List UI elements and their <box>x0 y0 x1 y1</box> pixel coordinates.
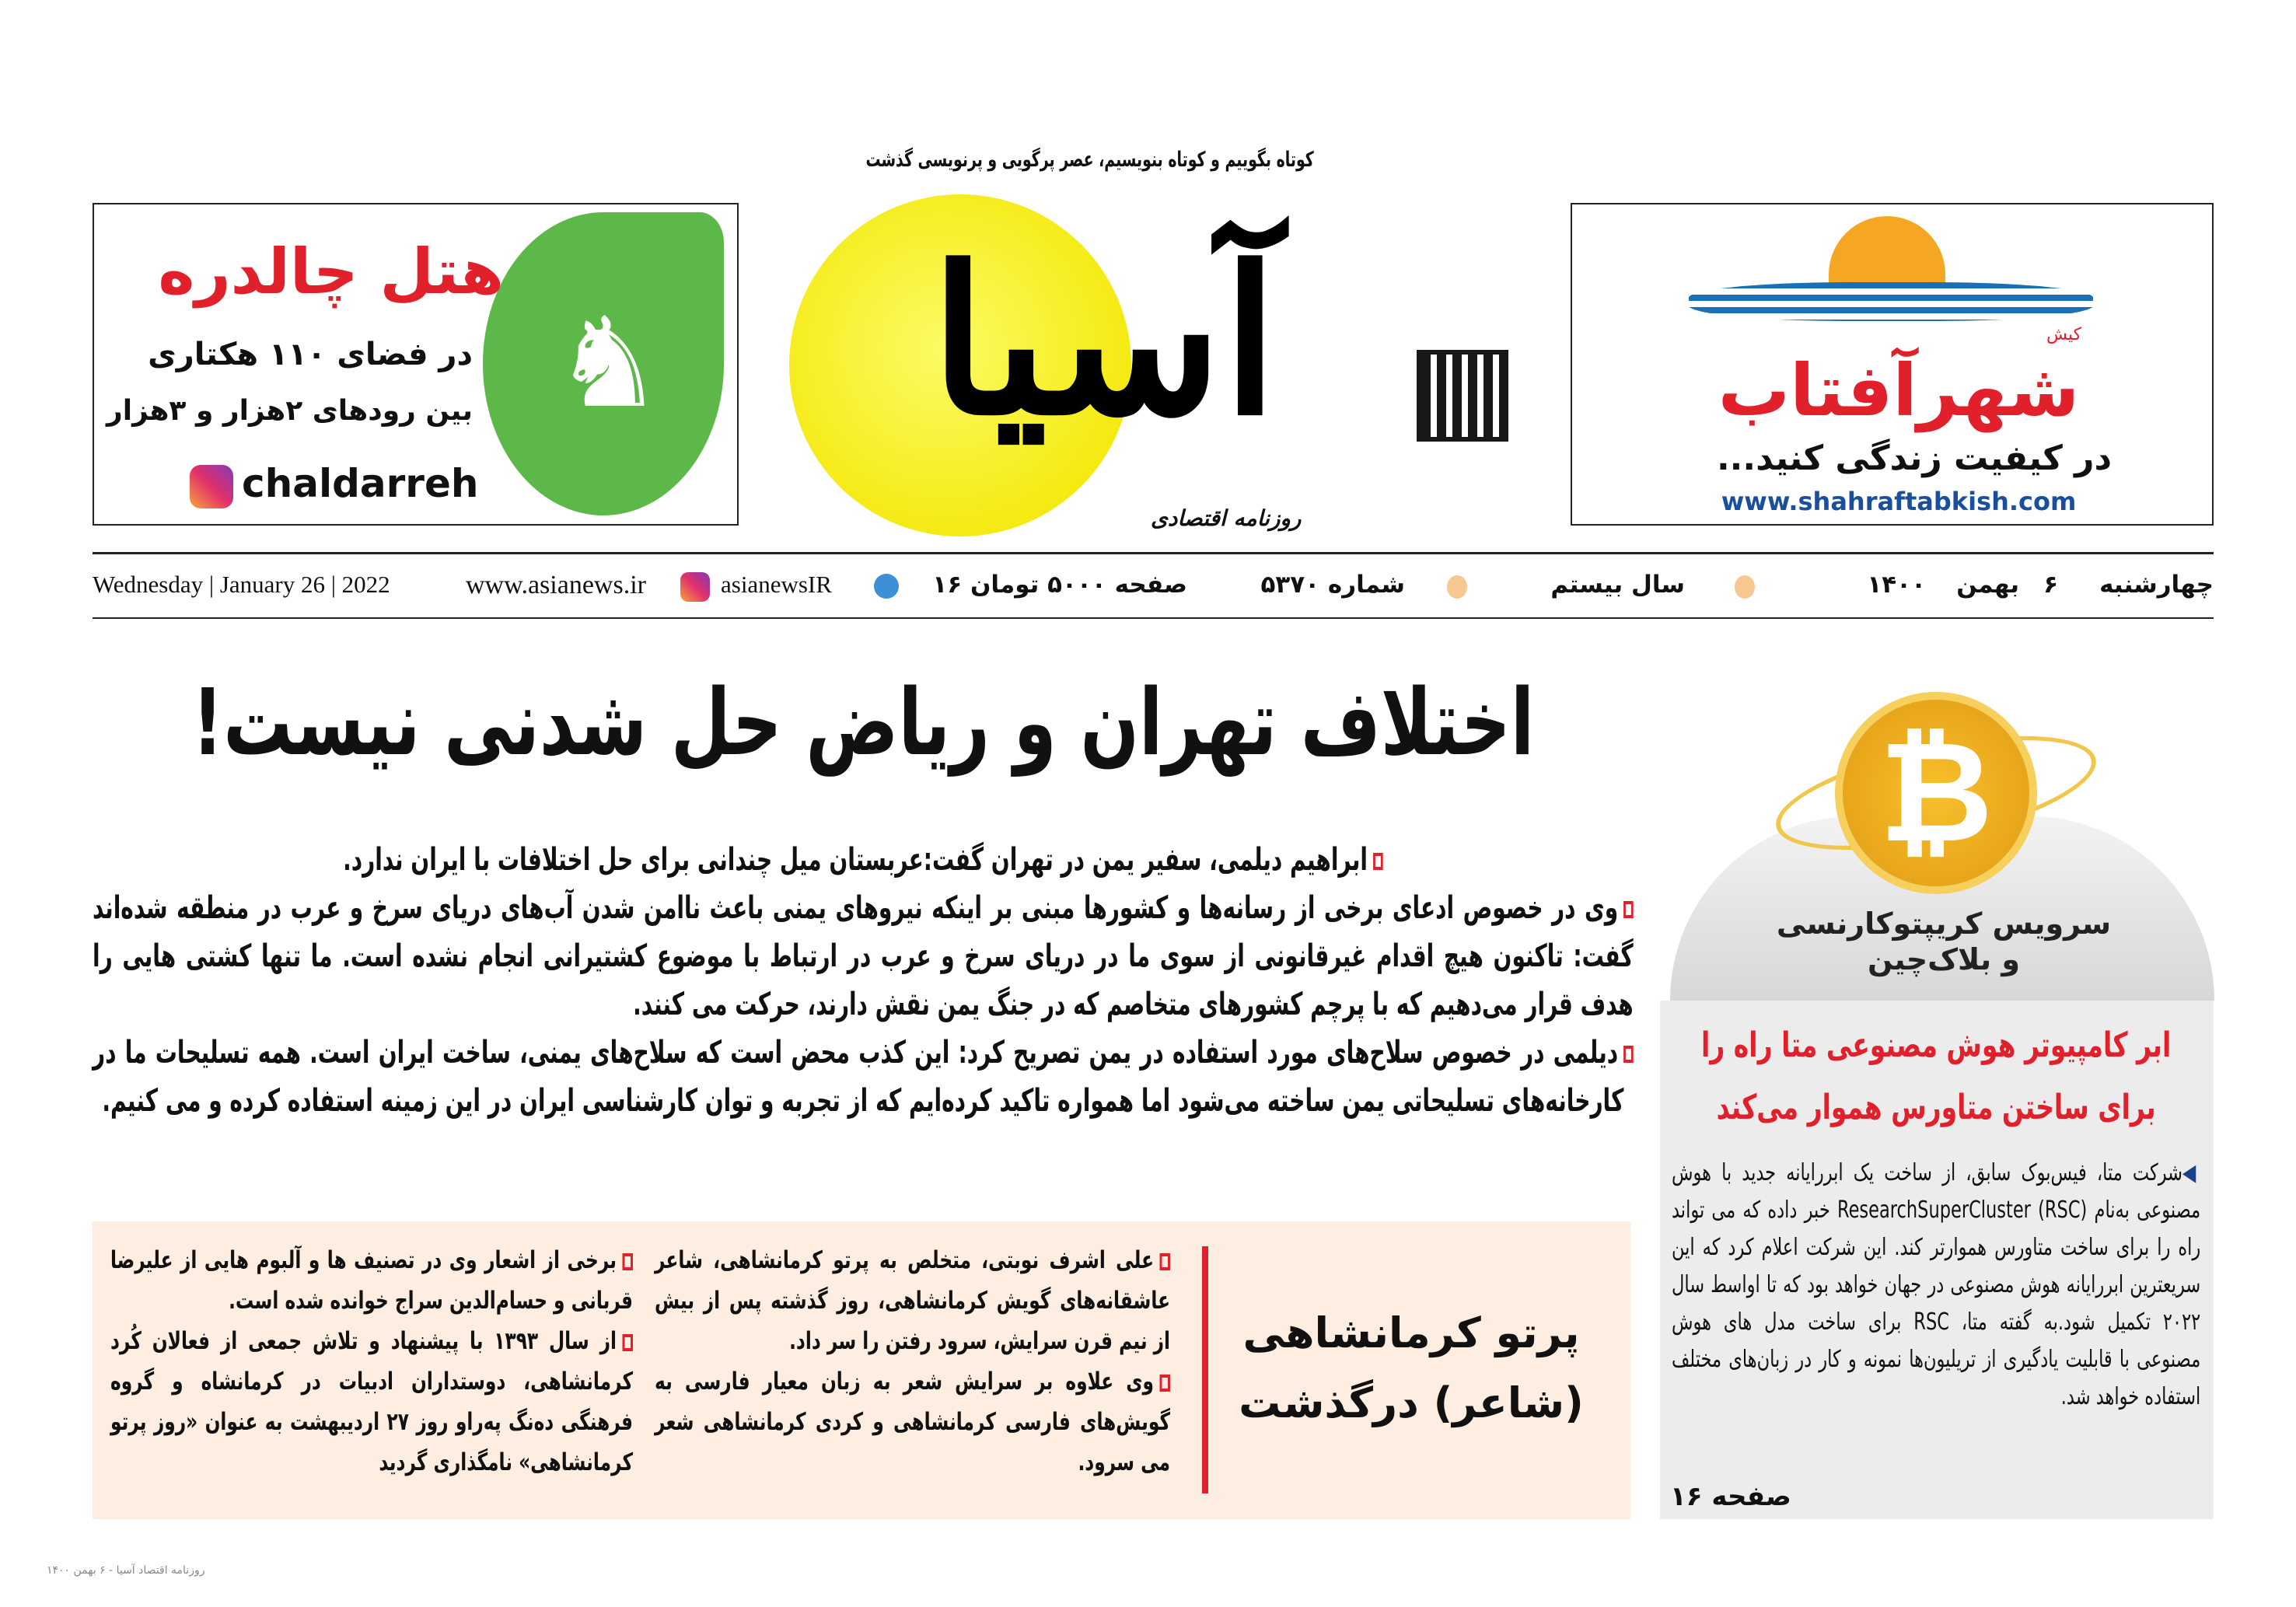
waves-icon <box>1689 282 2093 321</box>
accent-bar <box>1202 1246 1208 1493</box>
ad-shahr-aftab[interactable] <box>1571 203 2214 526</box>
ad-slogan: در کیفیت زندگی کنید... <box>1716 438 2113 478</box>
main-story <box>93 836 1634 1125</box>
pages-price: ۱۶ صفحه ۵۰۰۰ تومان <box>932 571 1187 599</box>
obituary-column-2 <box>110 1240 633 1483</box>
bitcoin-icon: ₿ <box>1835 692 2037 894</box>
newspaper-logo: آسیا <box>930 223 1278 460</box>
page-reference[interactable]: صفحه ۱۶ <box>1670 1481 1791 1512</box>
bullet-square-icon <box>1160 1375 1171 1392</box>
bullet-square-icon <box>1160 1253 1171 1270</box>
arrow-bullet-icon: ◀ <box>2182 1159 2201 1186</box>
obituary-paragraph: علی اشرف نوبتی، متخلص به پرتو کرمانشاهی، شاعر عاشقانه‌های گویش کرمانشاهی، روز گذشته پس از بیش از نیم قرن سرایش، سرود رفتن را سر داد. <box>655 1246 1170 1355</box>
ad-line1: در فضای ۱۱۰ هکتاری <box>148 337 473 372</box>
caption-line: سرویس کریپتوکارنسی <box>1776 907 2112 941</box>
issue-number: شماره ۵۳۷۰ <box>1260 571 1405 599</box>
divider <box>93 617 2214 619</box>
story-paragraph: دیلمی در خصوص سلاح‌های مورد استفاده در یمن تصریح کرد: این کذب محض است که سلاح‌های یمنی، ساخت ایران است. همه تسلیحات ما در کارخانه‌های تسلیحاتی یمن ساخته می‌شود اما همواره تاکید کرده‌ایم که از تجربه و توان کارشناسی ایران در این زمینه استفاده کرده و می کنیم. <box>93 1035 1624 1119</box>
bullet-square-icon <box>1623 901 1634 918</box>
bullet-dot-icon <box>1735 575 1755 599</box>
crypto-section-caption <box>1679 906 2208 977</box>
obituary-paragraph: از سال ۱۳۹۳ با پیشنهاد و تلاش جمعی از فعالان کُرد کرمانشاهی، دوستداران ادبیات در کرمانشاه و گروه فرهنگی ده‌نگ په‌راو روز ۲۷ اردیبهشت به عنوان «روز پرتو کرمانشاهی» نامگذاری گردید <box>110 1327 633 1476</box>
ad-line2: بین رودهای ۲هزار و ۳هزار <box>107 395 473 427</box>
divider <box>93 552 2214 554</box>
caption-line: و بلاک‌چین <box>1868 942 2020 976</box>
bullet-square-icon <box>623 1334 634 1351</box>
instagram-handle[interactable]: asianewsIR <box>721 571 832 598</box>
masthead-tagline: کوتاه بگوییم و کوتاه بنویسیم، عصر پرگویی و پرنویسی گذشت <box>865 148 1314 172</box>
bullet-square-icon <box>1373 853 1383 870</box>
story-paragraph: ابراهیم دیلمی، سفیر یمن در تهران گفت:عربستان میل چندانی برای حل اختلافات با ایران ندارد. <box>343 842 1368 878</box>
obituary-title[interactable]: پرتو کرمانشاهی (شاعر) درگذشت <box>1239 1308 1584 1427</box>
ad-handle: chaldarreh <box>242 461 479 506</box>
instagram-icon <box>680 572 710 602</box>
volume: سال بیستم <box>1550 571 1685 599</box>
ad-brand: شهرآفتاب <box>1718 349 2080 432</box>
ad-brand-small: کیش <box>2046 325 2082 344</box>
sidebar-text: شرکت متا، فیس‌بوک سابق، از ساخت یک ابررایانه جدید با هوش مصنوعی به‌نام ResearchSuperCluster (RSC) خبر داده که می تواند راه را برای ساخت متاورس هموارتر کند. این شرکت اعلام کرد که این سریعترین ابررایانه هوش مصنوعی در جهان خواهد بود که تا اواسط سال ۲۰۲۲ تکمیل شود.به گفته متا، RSC برای ساخت مدل های هوش مصنوعی با قابلیت یادگیری از تریلیون‌ها نمونه و کار در زبان‌های مختلف استفاده خواهد شد. <box>1672 1159 2201 1410</box>
deer-antler-icon: ♞ <box>553 290 665 435</box>
ad-url[interactable]: www.shahraftabkish.com <box>1721 487 2077 516</box>
year: ۱۴۰۰ <box>1867 571 1926 599</box>
english-date: Wednesday | January 26 | 2022 <box>93 571 390 598</box>
bullet-square-icon <box>623 1253 634 1270</box>
logo-subtitle: روزنامه اقتصادی <box>1151 505 1302 531</box>
sun-waves-logo-icon <box>1829 216 1945 286</box>
sidebar-headline[interactable]: ابر کامپیوتر هوش مصنوعی متا راه را برای ساختن متاورس هموار می‌کند <box>1700 1025 2172 1127</box>
footer-text: روزنامه اقتصاد آسیا - ۶ بهمن ۱۴۰۰ <box>47 1564 205 1577</box>
obituary-paragraph: برخی از اشعار وی در تصنیف ها و آلبوم هایی از علیرضا قربانی و حسام‌الدین سراج خوانده شده است. <box>110 1246 633 1315</box>
day: ۶ <box>2043 571 2058 599</box>
obituary-column-1 <box>655 1240 1170 1483</box>
month: بهمن <box>1956 571 2019 599</box>
weekday: چهارشنبه <box>2099 571 2214 599</box>
ad-title: هتل چالدره <box>158 236 504 308</box>
qr-code-icon[interactable] <box>1417 350 1508 442</box>
sidebar-body <box>1672 1155 2200 1416</box>
bullet-square-icon <box>1623 1046 1634 1063</box>
issue-info-bar <box>93 560 2214 614</box>
story-paragraph: وی در خصوص ادعای برخی از رسانه‌ها و کشورها مبنی بر اینکه نیروهای یمنی باعث ناامن شدن آب‌های دریای سرخ و عرب در منطقه شده‌اند گفت: تاکنون هیچ اقدام غیرقانونی از سوی ما در دریای سرخ و عرب در ارتباط با موضوع کشتیرانی انجام نشده است. ما تنها کشتی هایی را هدف قرار می‌دهیم که با پرچم کشورهای متخاصم که در جنگ یمن نقش دارند، حرکت می کنند. <box>93 890 1634 1022</box>
main-headline[interactable]: اختلاف تهران و ریاض حل شدنی نیست! <box>191 669 1535 776</box>
verified-icon <box>874 574 899 599</box>
instagram-icon <box>190 465 233 508</box>
obituary-paragraph: وی علاوه بر سرایش شعر به زبان معیار فارسی به گویش‌های فارسی کرمانشاهی و کردی کرمانشاهی شعر می سرود. <box>655 1368 1170 1476</box>
ad-hotel-chaldarreh[interactable] <box>93 203 739 526</box>
website-link[interactable]: www.asianews.ir <box>466 571 646 599</box>
bullet-dot-icon <box>1447 575 1467 599</box>
